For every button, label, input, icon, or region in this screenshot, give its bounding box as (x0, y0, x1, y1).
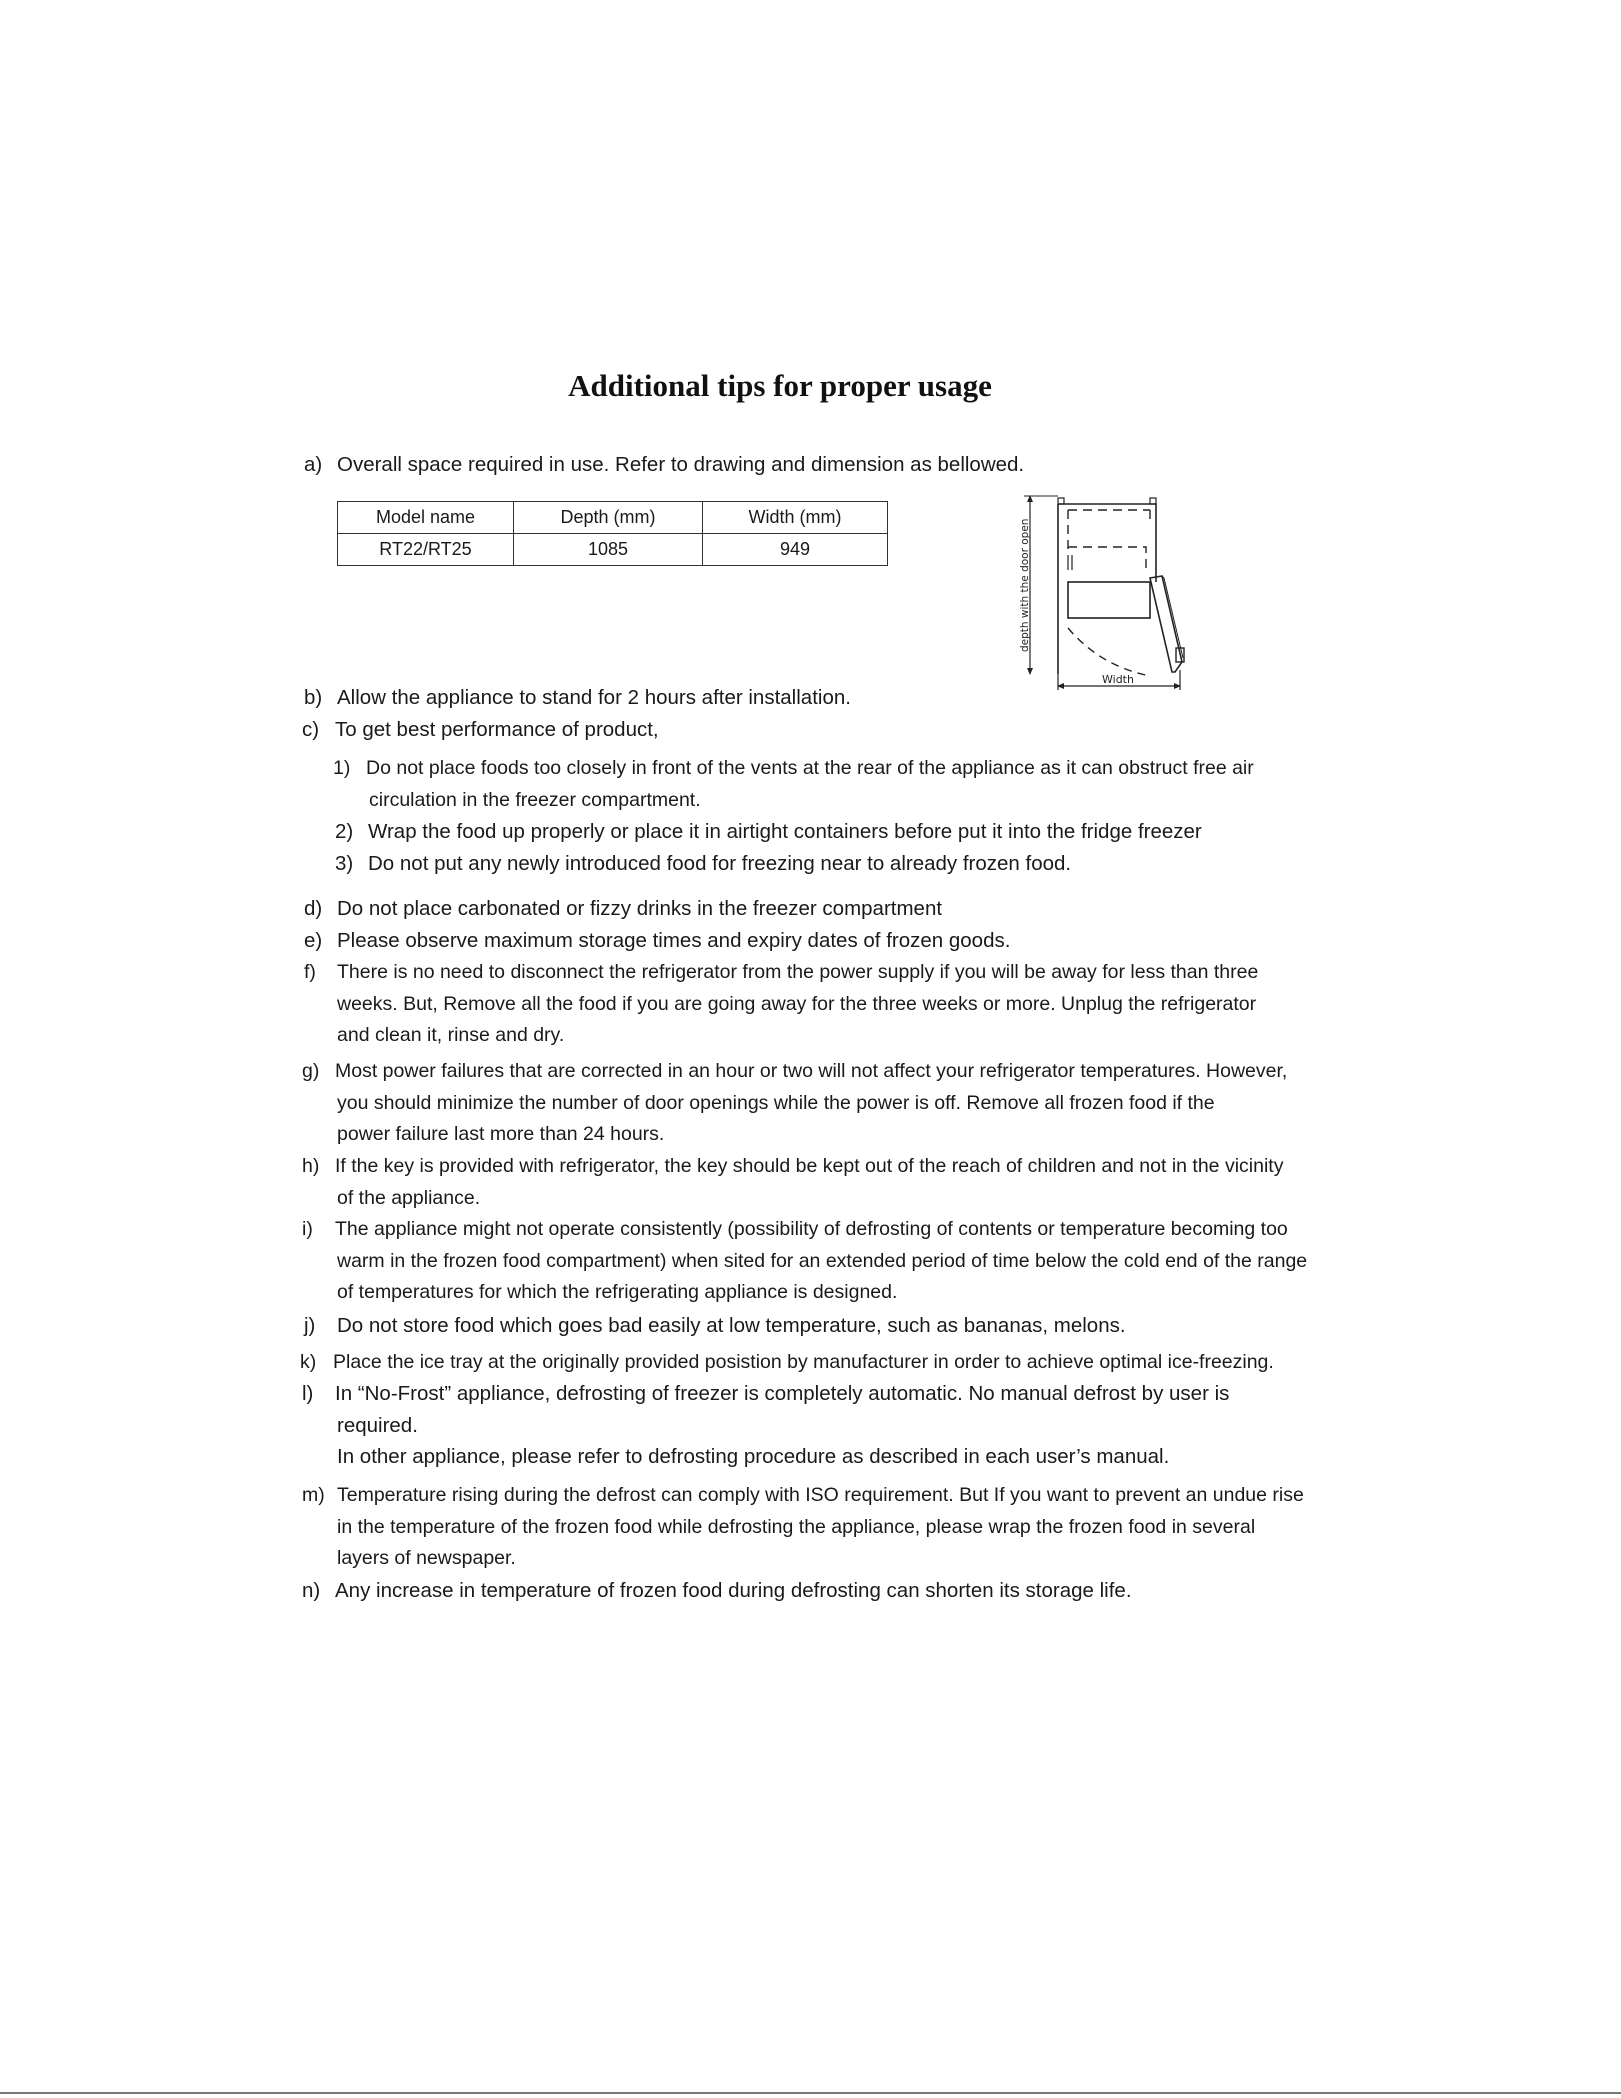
open-door (1150, 576, 1182, 672)
item-marker: f) (304, 961, 316, 983)
item-marker: b) (304, 686, 323, 709)
dimension-table (337, 501, 888, 566)
item-text: Overall space required in use. Refer to drawing and dimension as bellowed. (337, 453, 1025, 476)
item-marker: e) (304, 929, 323, 952)
item-b (304, 682, 851, 714)
item-j (304, 1310, 1126, 1342)
item-marker: l) (302, 1382, 314, 1405)
item-a (304, 449, 1025, 481)
item-text: To get best performance of product, (335, 718, 659, 741)
item-marker: c) (302, 718, 320, 741)
width-label: Width (1102, 673, 1134, 686)
table-row (338, 534, 888, 566)
item-d (304, 893, 943, 925)
item-line: In “No-Frost” appliance, defrosting of freezer is completely automatic. No manual defrost by user is (335, 1382, 1230, 1405)
cabinet-outline (1058, 504, 1156, 674)
page-bottom-divider (0, 2092, 1621, 2094)
item-text: Wrap the food up properly or place it in airtight containers before put it into the fridge freezer (368, 820, 1202, 843)
header-model-name: Model name (338, 502, 514, 534)
item-marker: g) (302, 1060, 320, 1082)
item-line: Most power failures that are corrected in an hour or two will not affect your refrigerator temperatures. However, (335, 1060, 1288, 1082)
item-marker: d) (304, 897, 323, 920)
item-n (302, 1575, 1132, 1607)
item-text: Do not store food which goes bad easily at low temperature, such as bananas, melons. (337, 1314, 1126, 1337)
cell-width: 949 (703, 534, 888, 566)
header-width: Width (mm) (703, 502, 888, 534)
item-e (304, 925, 1011, 957)
item-c-2 (335, 816, 1202, 848)
page-title: Additional tips for proper usage (568, 368, 992, 403)
item-marker: n) (302, 1579, 321, 1602)
item-k (300, 1347, 1274, 1379)
item-l (302, 1378, 1230, 1473)
item-line: If the key is provided with refrigerator, the key should be kept out of the reach of children and not in the vicinity (335, 1155, 1284, 1177)
item-line: In other appliance, please refer to defrosting procedure as described in each user’s manual. (337, 1445, 1170, 1468)
item-marker: i) (302, 1218, 313, 1240)
item-line: weeks. But, Remove all the food if you are going away for the three weeks or more. Unplug the refrigerator (337, 992, 1257, 1015)
item-text: Do not put any newly introduced food for freezing near to already frozen food. (368, 852, 1072, 875)
item-marker: j) (304, 1314, 316, 1337)
item-h (302, 1151, 1284, 1214)
item-marker: 2) (335, 820, 354, 843)
item-line: circulation in the freezer compartment. (369, 788, 701, 811)
item-marker: m) (302, 1484, 325, 1506)
item-marker: k) (300, 1351, 317, 1373)
header-depth: Depth (mm) (514, 502, 703, 534)
item-text: Place the ice tray at the originally provided posistion by manufacturer in order to achieve optimal ice-freezing. (333, 1351, 1274, 1373)
item-f (304, 957, 1259, 1052)
item-line: Temperature rising during the defrost can comply with ISO requirement. But If you want to prevent an undue rise (337, 1484, 1304, 1506)
item-line: and clean it, rinse and dry. (337, 1024, 565, 1046)
depth-label: depth with the door open (1019, 518, 1031, 652)
table-header-row (338, 502, 888, 534)
item-text: Allow the appliance to stand for 2 hours after installation. (337, 686, 851, 709)
item-line: layers of newspaper. (337, 1547, 516, 1569)
item-line: Do not place foods too closely in front of the vents at the rear of the appliance as it can obstruct free air (366, 757, 1254, 779)
item-text: Please observe maximum storage times and expiry dates of frozen goods. (337, 929, 1011, 952)
item-g (302, 1056, 1288, 1151)
cell-depth: 1085 (514, 534, 703, 566)
item-marker: 3) (335, 852, 354, 875)
drawer-outline (1068, 582, 1150, 618)
item-c (302, 714, 659, 746)
depth-arrow-bottom (1027, 668, 1033, 675)
door-swing-arc (1068, 628, 1150, 676)
item-marker: a) (304, 453, 323, 476)
item-i (302, 1214, 1308, 1309)
item-line: warm in the frozen food compartment) when sited for an extended period of time below the cold end of the range (337, 1249, 1308, 1272)
item-text: Do not place carbonated or fizzy drinks in the freezer compartment (337, 897, 943, 920)
item-c-3 (335, 848, 1072, 880)
item-line: power failure last more than 24 hours. (337, 1123, 665, 1145)
item-text: Any increase in temperature of frozen food during defrosting can shorten its storage life. (335, 1579, 1132, 1602)
item-marker: h) (302, 1155, 320, 1177)
item-line: of the appliance. (337, 1186, 481, 1209)
cell-model: RT22/RT25 (338, 534, 514, 566)
item-line: you should minimize the number of door openings while the power is off. Remove all frozen food if the (337, 1091, 1215, 1114)
item-c-1 (333, 753, 1254, 816)
item-line: There is no need to disconnect the refrigerator from the power supply if you will be away for less than three (337, 961, 1259, 983)
item-line: required. (337, 1413, 418, 1437)
item-marker: 1) (333, 757, 351, 779)
item-m (302, 1480, 1304, 1575)
item-line: The appliance might not operate consistently (possibility of defrosting of contents or temperature becoming too (335, 1218, 1288, 1240)
fridge-dimension-diagram (1010, 490, 1210, 710)
item-line: of temperatures for which the refrigerating appliance is designed. (337, 1281, 898, 1303)
item-line: in the temperature of the frozen food while defrosting the appliance, please wrap the frozen food in several (337, 1515, 1256, 1538)
